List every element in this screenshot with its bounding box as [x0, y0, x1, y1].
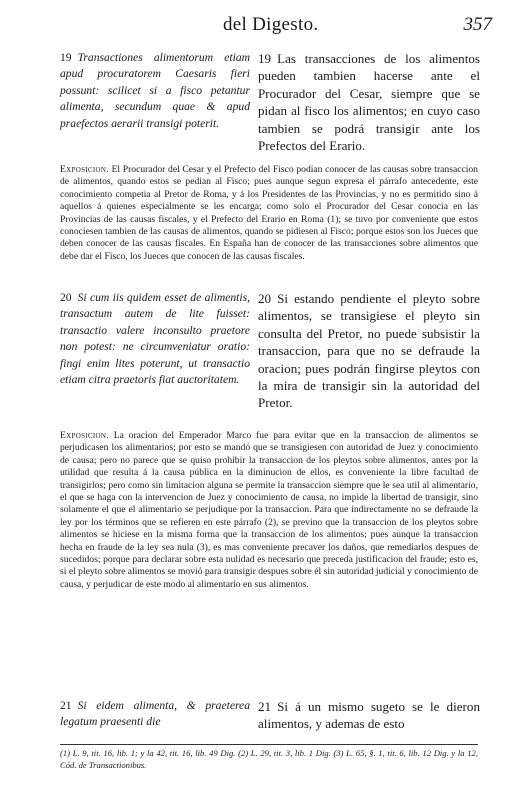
exposition-1	[60, 164, 478, 263]
latin-paragraph: Transactiones alimentorum etiam apud procuratorem Caesaris fieri possunt: scilicet si a fisco petantur alimenta, secundum quae & apud praefectos aerarii transigi poterit.	[60, 51, 250, 130]
section-number: 21	[258, 699, 272, 714]
latin-paragraph: Si eidem alimenta, & praeterea legatum praesenti die	[60, 699, 250, 729]
exposition-2	[60, 430, 478, 591]
spanish-paragraph: Las transacciones de los alimentos pueden tambien hacerse ante el Procurador del Cesar, siempre que se pidan al fisco los alimentos; en cuyo caso tambien se podrá transigir ante los Prefectos del Erario.	[258, 51, 480, 154]
footnotes	[60, 748, 478, 771]
section-19	[60, 50, 478, 154]
section-number: 20	[258, 291, 272, 306]
spanish-paragraph: Si á un mismo sugeto se le dieron alimentos, y ademas de esto	[258, 699, 480, 732]
section-21	[60, 698, 478, 738]
latin-paragraph: Si cum iis quidem esset de alimentis, transactum autem de lite fuisset: transactio valere inconsulto praetore non potest: ne circumveniatur oratio: fingi enim lites poterunt, ut transactio etiam citra praetoris fiat auctoritatem.	[60, 291, 250, 387]
latin-text	[60, 698, 250, 731]
page-header	[205, 12, 492, 42]
exposition-text: El Procurador del Cesar y el Prefecto del Fisco podian conocer de las causas sobre transaccion de alimentos, quando estos se pedian al Fisco; pues aunque segun expresa el párrafo antecedente, este conocimiento competia al Pretor de Roma, y á los Presidentes de las Provincias, y no es permitido sino á aquellos á quienes especialmente se les encarga; como solo el Procurador del Cesar conocia en las Provincias de las causas fiscales, y el Prefecto del Erario en Roma (1); se tuvo por conveniente que estos conociesen tambien de las causas de alimentos, quando se pidiesen al Fisco; porque estos son los Jueces que deben conocer de las causas fiscales. En España han de conocer de las transacciones sobre alimentos que debe dar el Fisco, los Jueces que conocen de las causas fiscales.	[60, 164, 478, 262]
page-number: 357	[463, 14, 492, 35]
section-20	[60, 290, 478, 420]
spanish-paragraph: Si estando pendiente el pleyto sobre alimentos, se transigiese el pleyto sin consulta del Pretor, no puede subsistir la transaccion, para que no se defraude la oracion; pues podrán fingirse pleytos con la mira de transigir sin la autoridad del Pretor.	[258, 291, 480, 411]
exposition-label: Exposicion.	[60, 430, 109, 441]
spanish-text	[258, 290, 480, 412]
section-number: 21	[60, 699, 72, 712]
section-number: 20	[60, 291, 72, 304]
latin-text	[60, 50, 250, 132]
latin-text	[60, 290, 250, 388]
footnote-rule	[60, 744, 478, 745]
section-number: 19	[258, 51, 272, 66]
footnote-text: (1) L. 9, tit. 16, lib. 1; y la 42, tit. 16, lib. 49 Dig. (2) L. 29, tit. 3, lib. 1 Dig. (3) L. 65, §. 1, tit. 6, lib. 12 Dig. y la 12, Cód. de Transactionibus.	[60, 748, 478, 770]
spanish-text	[258, 50, 480, 154]
running-title: del Digesto.	[223, 14, 319, 35]
exposition-label: Exposicion.	[60, 164, 109, 175]
section-number: 19	[60, 51, 72, 64]
exposition-text: La oracion del Emperador Marco fue para evitar que en la transaccion de alimentos se perjudicasen los alimentarios; por esto se mandó que se transigiesen con autoridad de Juez y conocimiento de causa; pero no parece que se quiso prohibir la transaccion de los pleytos sobre alimentos, antes por la utilidad que resulta á la causa pública en la diminucion de ellos, es conveniente la libre facultad de transigirlos; pero como sin limitacion alguna se permite la transaccion siempre que le sea util al alimentario, el que se haga con la intervencion de Juez y conocimiento de causa, no impide la libertad de transigir, sino solamente el que el alimentario se perjudique por la transaccion. Para que indirectamente no se defraude la ley por los términos que se refieren en este párrafo (2), se previno que la transaccion de los pleytos sobre alimentos se hiciese en la misma forma que la transaccion de los alimentos; pues aunque la transaccion hecha en fraude de la ley sea nula (3), es mas conveniente precaver los daños, que remediarlos despues de sucedidos; porque para declarar sobre esta nulidad es necesario que preceda justificacion del fraude; esto es, si el pleyto sobre alimentos se movió para transigir despues sobre él sin autoridad judicial y conocimiento de causa, y perjudicar de este modo al alimentario en sus alimentos.	[60, 430, 478, 590]
spanish-text	[258, 698, 480, 733]
